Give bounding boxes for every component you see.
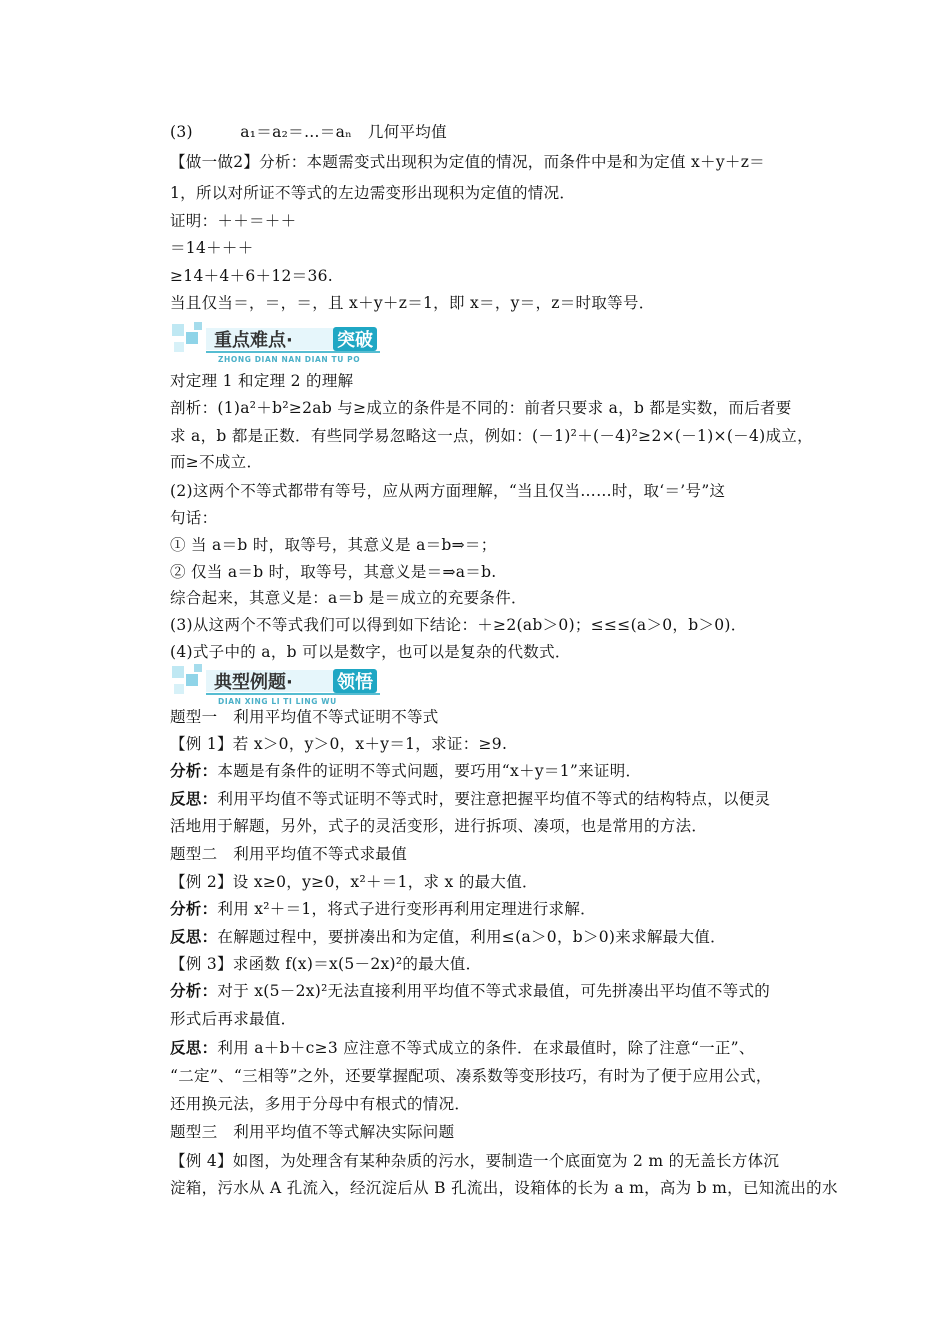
text-line: 【例 4】如图，为处理含有某种杂质的污水，要制造一个底面宽为 2 m 的无盖长方体沉	[170, 1152, 780, 1170]
text-line: 淀箱，污水从 A 孔流入，经沉淀后从 B 孔流出，设箱体的长为 a m，高为 b m，已知流出的水	[170, 1179, 838, 1197]
label-reflection: 反思：	[170, 927, 218, 946]
banner-decor-cube	[172, 666, 184, 678]
text-line: 形式后再求最值．	[170, 1010, 297, 1028]
section-heading: 对定理 1 和定理 2 的理解	[170, 372, 354, 390]
banner-decor-cube	[174, 342, 184, 352]
banner-decor-cube	[186, 674, 198, 686]
text-body: 在解题过程中，要拼凑出和为定值，利用≤(a＞0，b＞0)来求解最大值．	[217, 928, 726, 946]
text-line: (3) a₁＝a₂＝…＝aₙ 几何平均值	[170, 123, 447, 141]
text-line: 句话：	[170, 509, 218, 527]
text-line: 【例 2】设 x≥0，y≥0，x²＋＝1，求 x 的最大值．	[170, 873, 538, 891]
text-line	[170, 788, 820, 810]
banner-title: 典型例题·	[214, 672, 293, 693]
banner-title: 重点难点·	[214, 330, 293, 351]
text-line: 【例 3】求函数 f(x)＝x(5－2x)²的最大值．	[170, 955, 482, 973]
text-line: 【例 1】若 x＞0，y＞0，x＋y＝1，求证：≥9.	[170, 735, 508, 753]
banner-highlight: 领悟	[337, 672, 373, 693]
text-line: 求 a，b 都是正数．有些同学易忽略这一点，例如：(－1)²＋(－4)²≥2×(－1)×(－4)成立，	[170, 427, 813, 445]
banner-graphic	[170, 660, 400, 708]
banner-highlight: 突破	[337, 330, 373, 351]
text-line: 综合起来，其意义是：a＝b 是＝成立的充要条件．	[170, 589, 527, 607]
text-body: 利用 x²＋＝1，将式子进行变形再利用定理进行求解．	[217, 900, 596, 918]
text-line: 【做一做2】分析：本题需变式出现积为定值的情况，而条件中是和为定值 x＋y＋z＝	[170, 153, 765, 171]
banner-decor-cube	[194, 322, 202, 330]
text-line: 当且仅当＝，＝，＝，且 x＋y＋z＝1，即 x＝，y＝，z＝时取等号．	[170, 294, 655, 312]
section-heading: 题型一 利用平均值不等式证明不等式	[170, 708, 439, 726]
text-line: 1，所以对所证不等式的左边需变形出现积为定值的情况．	[170, 184, 576, 202]
text-line: 而≥不成立．	[170, 453, 263, 471]
text-body: 本题是有条件的证明不等式问题，要巧用“x＋y＝1”来证明．	[217, 762, 642, 780]
section-banner-examples	[170, 660, 400, 710]
text-line: ② 仅当 a＝b 时，取等号，其意义是＝⇒a＝b.	[170, 563, 497, 581]
text-line: 活地用于解题，另外，式子的灵活变形，进行拆项、凑项，也是常用的方法．	[170, 817, 708, 835]
banner-graphic	[170, 318, 400, 366]
text-line: ＝14＋＋＋	[170, 239, 254, 257]
text-line: “二定”、“三相等”之外，还要掌握配项、凑系数等变形技巧，有时为了便于应用公式，	[170, 1067, 772, 1085]
banner-decor-cube	[174, 684, 184, 694]
banner-decor-cube	[194, 664, 202, 672]
text-line: 剖析：(1)a²＋b²≥2ab 与≥成立的条件是不同的：前者只要求 a，b 都是实数，而后者要	[170, 399, 792, 417]
text-line: 还用换元法，多用于分母中有根式的情况．	[170, 1095, 471, 1113]
text-line	[170, 1037, 820, 1059]
banner-pinyin: ZHONG DIAN NAN DIAN TU PO	[218, 355, 361, 364]
text-line: (4)式子中的 a，b 可以是数字，也可以是复杂的代数式．	[170, 643, 571, 661]
banner-decor-cube	[186, 332, 198, 344]
label-reflection: 反思：	[170, 789, 218, 808]
label-analysis: 分析：	[170, 981, 218, 1000]
label-analysis: 分析：	[170, 899, 218, 918]
text-line	[170, 980, 820, 1002]
label-reflection: 反思：	[170, 1038, 218, 1057]
text-line: ≥14＋4＋6＋12＝36.	[170, 267, 334, 285]
text-line	[170, 898, 820, 920]
text-line: (3)从这两个不等式我们可以得到如下结论：＋≥2(ab＞0)；≤≤≤(a＞0，b＞0)．	[170, 616, 747, 634]
banner-decor-cube	[172, 324, 184, 336]
text-body: 利用平均值不等式证明不等式时，要注意把握平均值不等式的结构特点，以便灵	[217, 790, 771, 808]
section-heading: 题型二 利用平均值不等式求最值	[170, 845, 408, 863]
text-line: ① 当 a＝b 时，取等号，其意义是 a＝b⇒＝；	[170, 536, 497, 554]
section-heading: 题型三 利用平均值不等式解决实际问题	[170, 1123, 455, 1141]
text-line	[170, 926, 820, 948]
banner-pinyin: DIAN XING LI TI LING WU	[218, 697, 337, 706]
section-banner-key-points	[170, 318, 400, 368]
label-analysis: 分析：	[170, 761, 218, 780]
text-line: (2)这两个不等式都带有等号，应从两方面理解，“当且仅当……时，取‘＝’号”这	[170, 482, 726, 500]
text-body: 对于 x(5－2x)²无法直接利用平均值不等式求最值，可先拼凑出平均值不等式的	[217, 982, 771, 1000]
text-line: 证明：＋＋＝＋＋	[170, 212, 297, 230]
text-body: 利用 a＋b＋c≥3 应注意不等式成立的条件．在求最值时，除了注意“一正”、	[217, 1039, 755, 1057]
text-line	[170, 760, 820, 782]
